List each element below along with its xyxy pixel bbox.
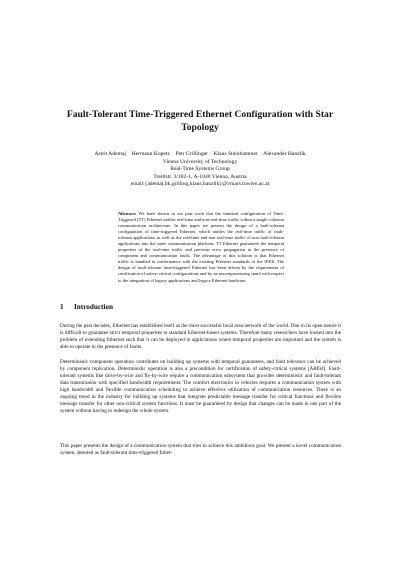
section-title: Introduction bbox=[74, 303, 114, 311]
postal-address: Treitlstr. 3/182-1, A-1040 Vienna, Austria bbox=[153, 173, 247, 180]
paragraph-text: During the past decades, Ethernet has established itself as the most successful local area network of the world. Due to its open nature it is difficult to guarantee strict temporal properties in standard Ethernet-based systems. Therefore many researchers have looked into the problem of extending Ethernet such that it can be deployed in applications where temporal properties are important and the system is able to operate in the presence of faults. bbox=[60, 323, 341, 351]
section-number: 1 bbox=[60, 303, 64, 311]
research-group: Real-Time Systems Group bbox=[170, 166, 230, 173]
paragraph-text: This paper presents the design of a communication system that tries to achieve this ambitious goal. We present a novel communication system, denoted as fault-tolerant time-triggered Ether- bbox=[60, 443, 341, 457]
paragraph-text: Deterministic component operation contributes on building up systems with temporal guarantees, and fault tolerance can be achieved by component replication. Deterministic operation is also a precondition for certification of safety-critical systems [ARI04]. Fault-tolerant systems like drive-by-wire and fly-by-wire require a communication subsystem that provides deterministic and fault-tolerant data transmission with specified bandwidth requirements. The comfort electronics in vehicles requires a communication system with high bandwidth and flexible communication scheduling to achieve effective utilization of communication resources. There is an ongoing trend in the industry for building up systems that integrate predictable message transfer for critical functions and flexible message transfer for other non-critical system functions. It must be guaranteed by design that changes can be made in one part of the system without having to redesign the whole system. bbox=[60, 359, 341, 415]
author-names: Astrit Ademaj Hermann Kopetz Petr Grillinger Klaus Steinhammer Alexander Hanzlik bbox=[94, 151, 306, 157]
body-paragraph bbox=[60, 323, 341, 351]
affiliation: Vienna University of Technology bbox=[162, 158, 238, 165]
paper-title: Fault-Tolerant Time-Triggered Ethernet Configuration with Star Topology bbox=[66, 109, 334, 133]
body-paragraph bbox=[60, 359, 341, 415]
abstract-text: We have shown in our past work that the standard configuration of Time-Triggered (TT) Ethernet unifies real-time and non-real-time traffic within a single coherent communication architecture. In this paper we present the design of a fault-tolerant configuration of time-triggered Ethernet, which unifies the real-time traffic of fault-tolerant applications as well as the real-time and non real-time traffic of non fault-tolerant applications into the same communication platform. TT Ethernet guarantees the temporal properties of the real-time traffic and prevents error propagation in the presence of component and communication faults. The advantage of this solution is that Ethernet traffic is handled in conformance with the existing Ethernet standards of the IEEE. The design of fault-tolerant time-triggered Ethernet has been driven by the requirement of certification of safety-critical configurations and by an uncompromising stand with respect to the integration of legacy applications and legacy Ethernet hardware. bbox=[118, 211, 284, 283]
author-block bbox=[60, 151, 340, 189]
body-paragraph bbox=[60, 443, 341, 457]
section-heading bbox=[60, 303, 340, 312]
email-address: email:{ademaj,hk,grilling,klaus,hanzlik}@vmars.tuwien.ac.at bbox=[130, 181, 270, 188]
abstract-label: Abstract: bbox=[118, 211, 137, 216]
abstract bbox=[118, 211, 284, 284]
